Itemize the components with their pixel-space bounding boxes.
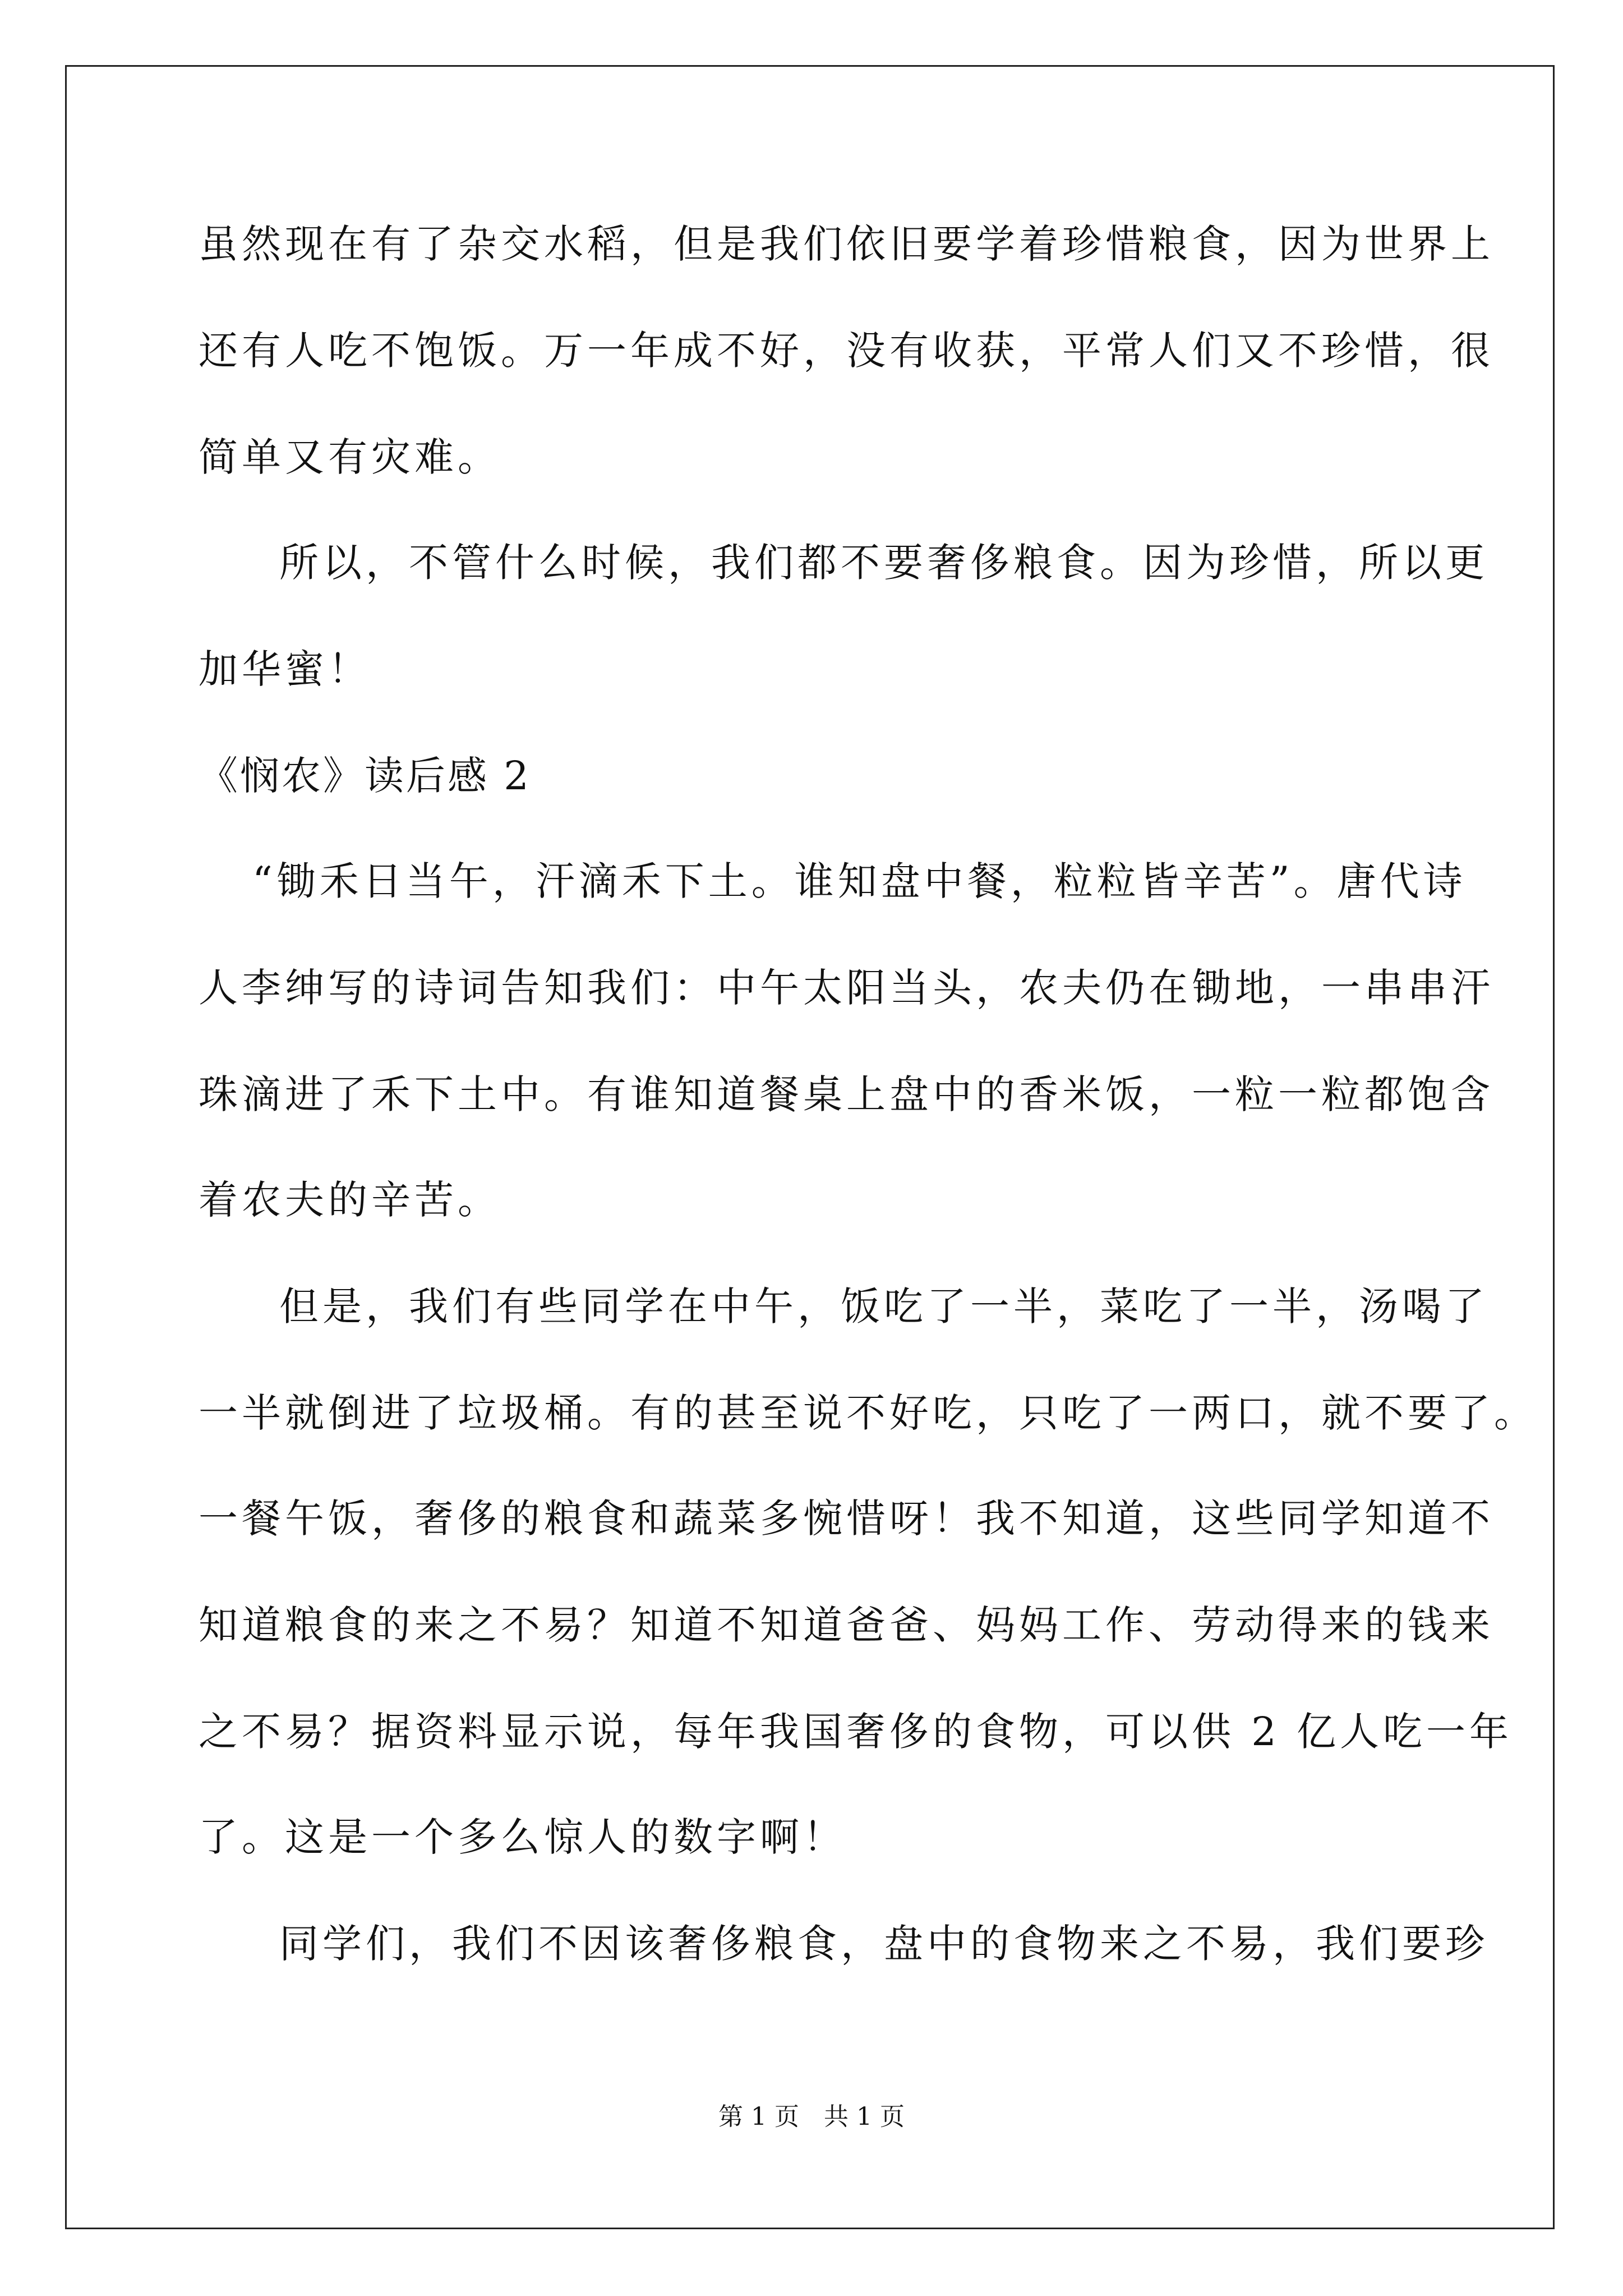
- paragraph-start-line: 同学们，我们不因该奢侈粮食，盘中的食物来之不易，我们要珍: [279, 1921, 1488, 1967]
- body-text-line: 加华蜜！: [199, 646, 371, 692]
- body-text-line: 虽然现在有了杂交水稻，但是我们依旧要学着珍惜粮食，因为世界上: [199, 221, 1494, 267]
- body-text-line: 人李绅写的诗词告知我们：中午太阳当头，农夫仍在锄地，一串串汗: [199, 965, 1494, 1011]
- paragraph-start-line: 所以，不管什么时候，我们都不要奢侈粮食。因为珍惜，所以更: [279, 540, 1488, 586]
- paragraph-start-line: “锄禾日当午，汗滴禾下土。谁知盘中餐，粒粒皆辛苦”。唐代诗: [252, 858, 1467, 904]
- body-text-line: 着农夫的辛苦。: [199, 1177, 501, 1223]
- body-text-line: 一半就倒进了垃圾桶。有的甚至说不好吃，只吃了一两口，就不要了。: [199, 1390, 1537, 1436]
- section-title: 《悯农》读后感 2: [199, 753, 531, 799]
- body-text-line: 一餐午饭，奢侈的粮食和蔬菜多惋惜呀！我不知道，这些同学知道不: [199, 1496, 1494, 1542]
- paragraph-start-line: 但是，我们有些同学在中午，饭吃了一半，菜吃了一半，汤喝了: [279, 1283, 1488, 1329]
- body-text-line: 简单又有灾难。: [199, 434, 501, 480]
- body-text-line: 知道粮食的来之不易？知道不知道爸爸、妈妈工作、劳动得来的钱来: [199, 1602, 1494, 1648]
- page-footer: 第 1 页 共 1 页: [718, 2102, 905, 2131]
- body-text-line: 还有人吃不饱饭。万一年成不好，没有收获，平常人们又不珍惜，很: [199, 328, 1494, 374]
- body-text-line: 珠滴进了禾下土中。有谁知道餐桌上盘中的香米饭，一粒一粒都饱含: [199, 1071, 1494, 1117]
- body-text-line: 之不易？据资料显示说，每年我国奢侈的食物，可以供 2 亿人吃一年: [199, 1709, 1513, 1755]
- page-border: [65, 65, 1555, 2229]
- body-text-line: 了。这是一个多么惊人的数字啊！: [199, 1814, 846, 1860]
